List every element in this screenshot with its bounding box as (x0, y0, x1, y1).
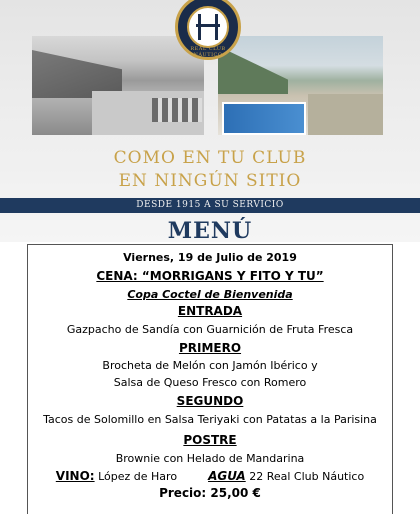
welcome-drink: Copa Coctel de Bienvenida (127, 288, 293, 301)
menu-title: MENÚ (167, 218, 253, 244)
price-label: Precio: (159, 486, 207, 500)
anchor-icon (187, 6, 229, 48)
drinks-line (0, 469, 420, 483)
price-line (0, 486, 420, 500)
club-pool-photo (218, 36, 383, 135)
wine-value: López de Haro (98, 470, 178, 483)
dish-segundo: Tacos de Solomillo en Salsa Teriyaki con Patatas a la Parisina (43, 413, 377, 426)
headline-line-1: COMO EN TU CLUB (113, 148, 307, 168)
wine-label: VINO: (55, 469, 95, 483)
price-value: 25,00 € (210, 486, 261, 500)
section-heading-primero: PRIMERO (178, 341, 242, 355)
tagline-band: DESDE 1915 A SU SERVICIO (0, 198, 420, 213)
menu-date: Viernes, 19 de Julio de 2019 (123, 251, 297, 264)
water-label: AGUA (208, 469, 246, 483)
dish-postre: Brownie con Helado de Mandarina (115, 452, 305, 465)
section-heading-postre: POSTRE (183, 433, 237, 447)
club-logo (175, 0, 241, 60)
headline-line-2: EN NINGÚN SITIO (118, 171, 302, 191)
section-heading-segundo: SEGUNDO (176, 394, 244, 408)
dish-primero-line-1: Brocheta de Melón con Jamón Ibérico y (102, 359, 318, 372)
dish-primero-line-2: Salsa de Queso Fresco con Romero (113, 376, 307, 389)
dish-entrada: Gazpacho de Sandía con Guarnición de Fruta Fresca (66, 323, 354, 336)
section-heading-entrada: ENTRADA (177, 304, 243, 318)
water-value: 22 Real Club Náutico (249, 470, 365, 483)
event-name: CENA: “MORRIGANS Y FITO Y TU” (96, 269, 324, 283)
logo-text: REAL CLUB NÁUTICO (190, 46, 226, 58)
